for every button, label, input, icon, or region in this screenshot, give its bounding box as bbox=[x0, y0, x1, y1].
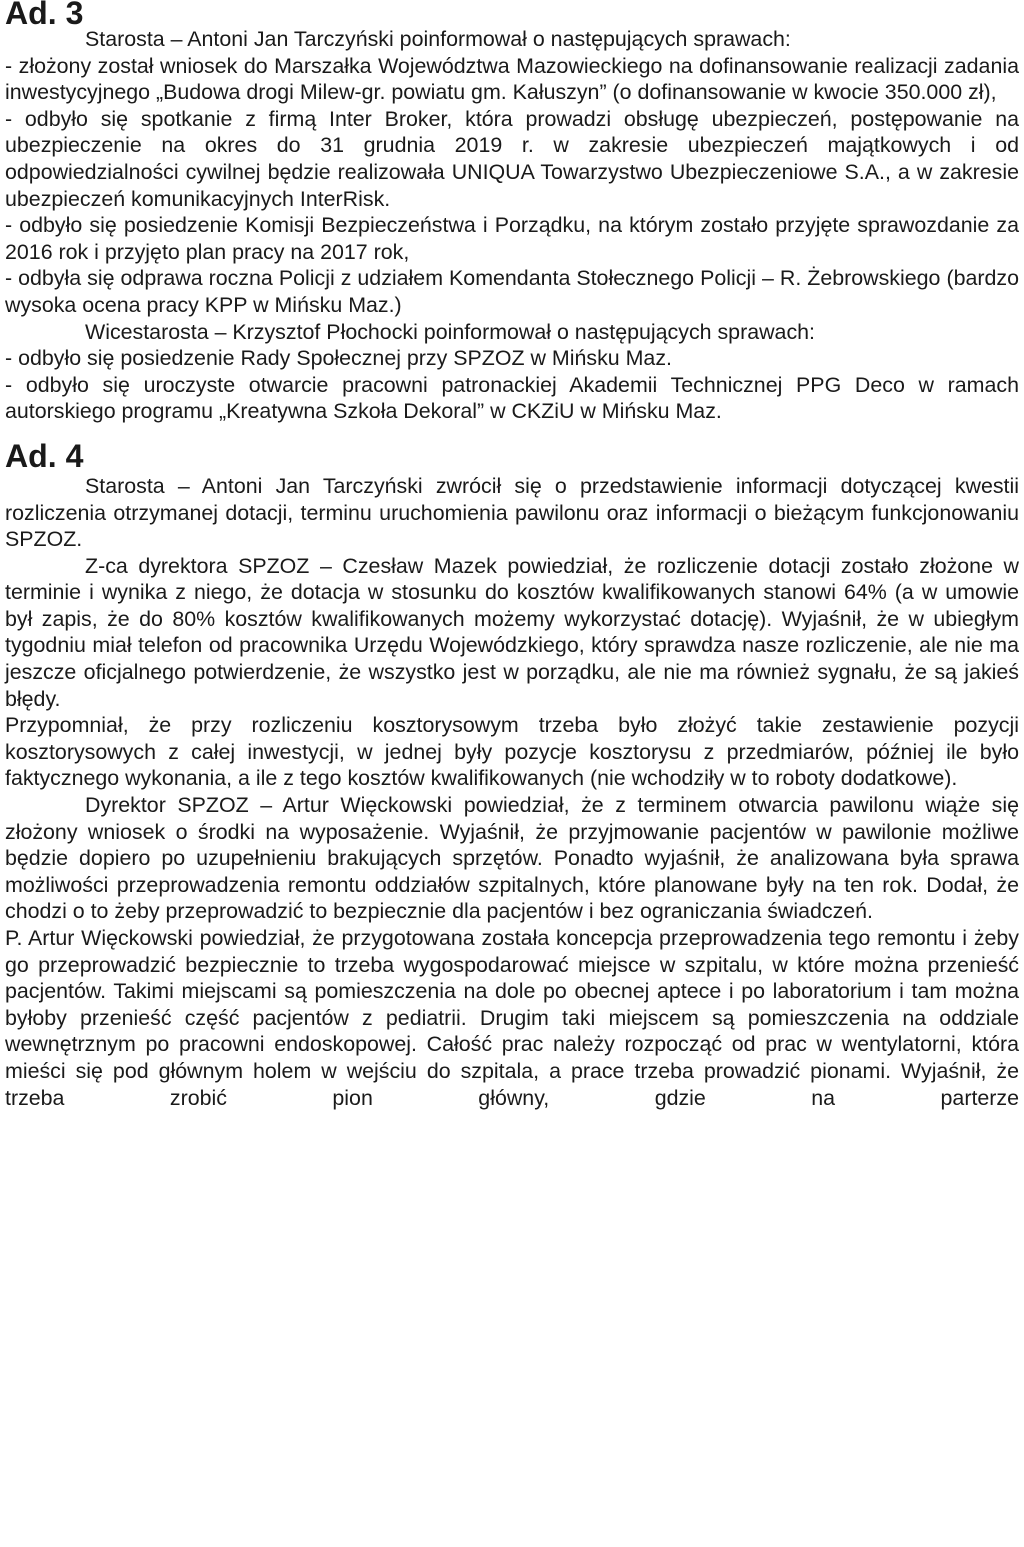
paragraph-odprawa-policji: - odbyła się odprawa roczna Policji z udziałem Komendanta Stołecznego Policji – R. Żebrowskiego (bardzo wysoka ocena pracy KPP w Mińsku Maz.) bbox=[5, 266, 1019, 317]
document-page bbox=[5, 0, 1019, 1111]
paragraph-wniosek-marszalek: - złożony został wniosek do Marszałka Województwa Mazowieckiego na dofinansowanie realizacji zadania inwestycyjnego „Budowa drogi Milew-gr. powiatu gm. Kałuszyn” (o dofinansowanie w kwocie 350.000 zł), bbox=[5, 53, 1019, 105]
paragraph-wicestarosta-intro: Wicestarosta – Krzysztof Płochocki poinformował o następujących sprawach: bbox=[85, 319, 815, 344]
paragraph-przypomnial: Przypomniał, że przy rozliczeniu kosztorysowym trzeba było złożyć takie zestawienie pozycji kosztorysowych z całej inwestycji, w jednej były pozycje kosztorysu z przedmiarów, później ile było faktycznego wykonania, a ile z tego kosztów kwalifikowanych (nie wchodziły w to roboty dodatkowe). bbox=[5, 713, 1019, 791]
section-heading-ad-4: Ad. 4 bbox=[5, 437, 84, 474]
section-heading-ad-3: Ad. 3 bbox=[5, 0, 84, 31]
paragraph-rada-spoleczna: - odbyło się posiedzenie Rady Społecznej przy SPZOZ w Mińsku Maz. bbox=[5, 346, 672, 371]
section-ad-3 bbox=[5, 0, 1019, 425]
paragraph-koncepcja-remontu: P. Artur Więckowski powiedział, że przygotowana została koncepcja przeprowadzenia tego remontu i żeby go przeprowadzić bezpiecznie to trzeba wygospodarować miejsce w szpitalu, w które można przenieść pacjentów. Takimi miejscami są pomieszczenia na dole po obecnej aptece i po laboratorium i tam można byłoby przenieść część pacjentów z pediatrii. Drugim taki miejscem są pomieszczenia na oddziale wewnętrznym po pracowni endoskopowej. Całość prac należy rozpocząć od prac w wentylatorni, która mieści się pod głównym holem w wejściu do szpitala, a prace trzeba prowadzić pionami. Wyjaśnił, że trzeba zrobić pion główny, gdzie na parterze bbox=[5, 926, 1019, 1110]
paragraph-dyrektor-spzoz: Dyrektor SPZOZ – Artur Więckowski powiedział, że z terminem otwarcia pawilonu wiąże się złożony wniosek o środki na wyposażenie. Wyjaśnił, że przyjmowanie pacjentów w pawilonie możliwe będzie dopiero po uzupełnieniu brakujących sprzętów. Ponadto wyjaśnił, że analizowana była sprawa możliwości przeprowadzenia remontu oddziałów szpitalnych, które planowane były na ten rok. Dodał, że chodzi o to żeby przeprowadzić to bezpiecznie dla pacjentów i bez ograniczania świadczeń. bbox=[5, 793, 1019, 924]
paragraph-starosta-intro: Starosta – Antoni Jan Tarczyński poinformował o następujących sprawach: bbox=[85, 27, 791, 51]
paragraph-zca-dyrektora: Z-ca dyrektora SPZOZ – Czesław Mazek powiedział, że rozliczenie dotacji zostało złożone w terminie i wynika z niego, że dotacja w stosunku do kosztów kwalifikowanych stanowi 64% (a w umowie był zapis, że do 80% kosztów kwalifikowanych możemy wykorzystać dotację). Wyjaśnił, że w ubiegłym tygodniu miał telefon od pracownika Urzędu Wojewódzkiego, który sprawdza nasze rozliczenie, ale nie ma jeszcze oficjalnego potwierdzenie, że wszystko jest w porządku, ale nie ma również sygnału, że są jakieś błędy. bbox=[5, 553, 1019, 711]
paragraph-inter-broker: - odbyło się spotkanie z firmą Inter Broker, która prowadzi obsługę ubezpieczeń, postępowanie na ubezpieczenie na okres do 31 grudnia 2019 r. w zakresie ubezpieczeń majątkowych i od odpowiedzialności cywilnej będzie realizowała UNIQUA Towarzystwo Ubezpieczeniowe S.A., a w zakresie ubezpieczeń komunikacyjnych InterRisk. bbox=[5, 106, 1019, 211]
paragraph-otwarcie-pracowni: - odbyło się uroczyste otwarcie pracowni patronackiej Akademii Technicznej PPG Deco w ramach autorskiego programu „Kreatywna Szkoła Dekoral” w CKZiU w Mińsku Maz. bbox=[5, 372, 1019, 424]
section-ad-4 bbox=[5, 437, 1019, 1111]
paragraph-starosta-pytanie: Starosta – Antoni Jan Tarczyński zwrócił się o przedstawienie informacji dotyczącej kwestii rozliczenia otrzymanej dotacji, terminu uruchomienia pawilonu oraz informacji o bieżącym funkcjonowaniu SPZOZ. bbox=[5, 473, 1019, 552]
paragraph-komisja-bezpieczenstwa: - odbyło się posiedzenie Komisji Bezpieczeństwa i Porządku, na którym zostało przyjęte sprawozdanie za 2016 rok i przyjęto plan pracy na 2017 rok, bbox=[5, 213, 1019, 264]
